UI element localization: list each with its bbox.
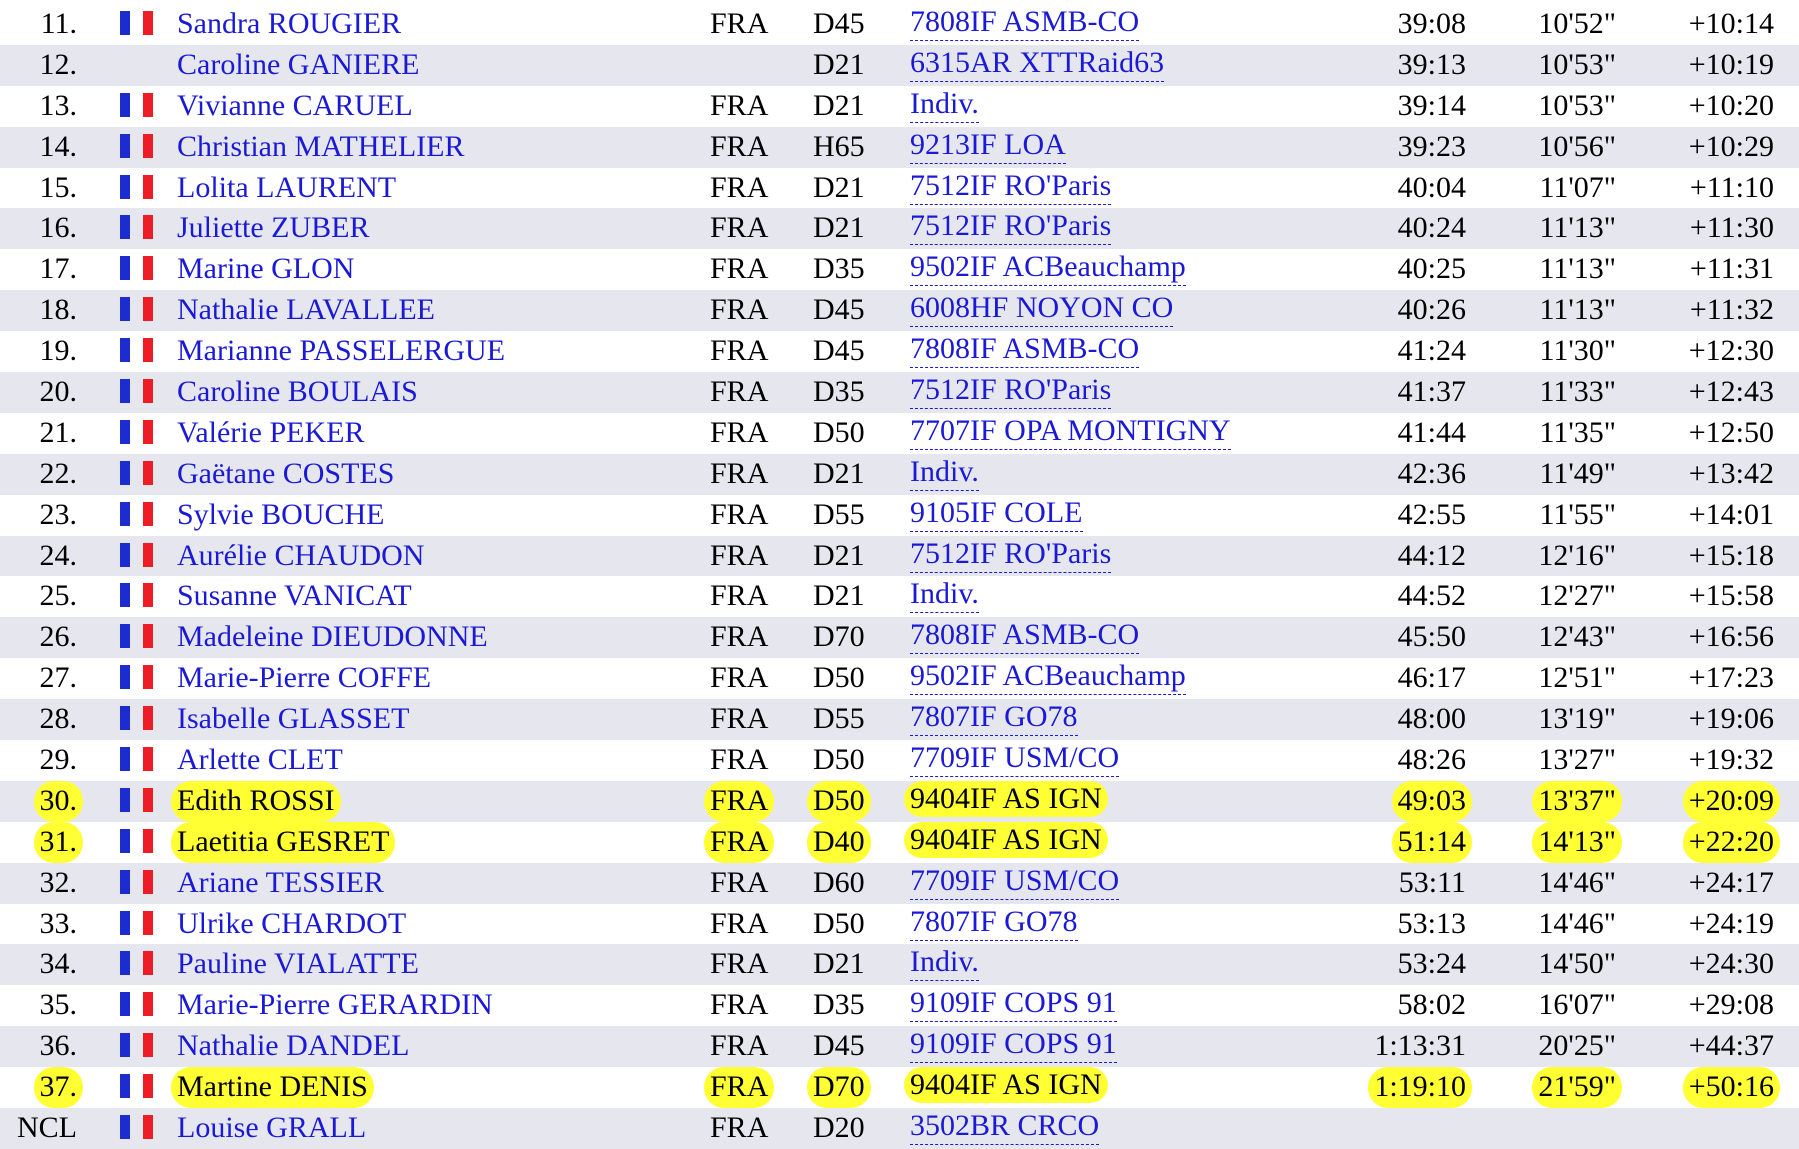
time-cell: 40:24: [1397, 211, 1466, 245]
rank-cell: 17.: [39, 252, 77, 286]
france-flag-icon: [120, 1115, 156, 1139]
rank-cell: 19.: [39, 334, 77, 368]
result-row: [0, 86, 1799, 127]
pace-cell: 21'59": [1532, 1067, 1622, 1108]
nationality-cell: FRA: [710, 988, 769, 1022]
time-cell: 40:25: [1397, 252, 1466, 286]
pace-cell: 12'16": [1538, 538, 1616, 572]
gap-cell: +10:19: [1688, 47, 1774, 81]
time-cell: 1:13:31: [1374, 1029, 1466, 1063]
time-cell: 45:50: [1397, 620, 1466, 654]
competitor-name-link[interactable]: Marie-Pierre COFFE: [177, 661, 432, 695]
result-row: [0, 536, 1799, 577]
rank-cell: 36.: [39, 1029, 77, 1063]
competitor-name-link[interactable]: Caroline GANIERE: [177, 47, 420, 81]
time-cell: 51:14: [1392, 822, 1472, 863]
result-row: [0, 454, 1799, 495]
class-cell: D50: [813, 415, 865, 449]
competitor-name-link[interactable]: Madeleine DIEUDONNE: [177, 620, 488, 654]
competitor-name-link[interactable]: Marie-Pierre GERARDIN: [177, 988, 493, 1022]
pace-cell: 12'43": [1538, 620, 1616, 654]
rank-cell: 30.: [34, 781, 84, 822]
rank-cell: 16.: [39, 211, 77, 245]
pace-cell: 10'52": [1538, 7, 1616, 40]
france-flag-icon: [120, 297, 156, 321]
nationality-cell: FRA: [710, 538, 769, 572]
pace-cell: 16'07": [1538, 988, 1616, 1022]
rank-cell: 35.: [39, 988, 77, 1022]
time-cell: 44:52: [1397, 579, 1466, 613]
rank-cell: 27.: [39, 661, 77, 695]
time-cell: 48:00: [1397, 702, 1466, 736]
time-cell: 41:24: [1397, 334, 1466, 368]
result-row: [0, 168, 1799, 209]
france-flag-icon: [120, 461, 156, 485]
time-cell: 40:04: [1397, 170, 1466, 204]
time-cell: 39:14: [1397, 88, 1466, 122]
pace-cell: 13'27": [1538, 743, 1616, 777]
class-cell: D35: [813, 988, 865, 1022]
nationality-cell: FRA: [710, 252, 769, 286]
rank-cell: 37.: [34, 1067, 84, 1108]
gap-cell: +16:56: [1688, 620, 1774, 654]
club-link[interactable]: 9404IF AS IGN: [904, 781, 1108, 817]
competitor-name-link[interactable]: Juliette ZUBER: [177, 211, 370, 245]
class-cell: D70: [813, 620, 865, 654]
nationality-cell: FRA: [710, 579, 769, 613]
nationality-cell: FRA: [710, 170, 769, 204]
result-row: [0, 372, 1799, 413]
pace-cell: 11'13": [1539, 293, 1616, 327]
nationality-cell: FRA: [704, 822, 774, 863]
france-flag-icon: [120, 706, 156, 730]
time-cell: 48:26: [1397, 743, 1466, 777]
nationality-cell: FRA: [710, 661, 769, 695]
club-link[interactable]: 7808IF ASMB-CO: [910, 4, 1139, 41]
france-flag-icon: [120, 420, 156, 444]
nationality-cell: FRA: [704, 781, 774, 822]
gap-cell: +11:32: [1689, 293, 1774, 327]
class-cell: D21: [813, 579, 865, 613]
result-row: [0, 331, 1799, 372]
rank-cell: 23.: [39, 497, 77, 531]
time-cell: 40:26: [1397, 293, 1466, 327]
rank-cell: 28.: [39, 702, 77, 736]
pace-cell: 11'13": [1539, 211, 1616, 245]
class-cell: D70: [807, 1067, 871, 1108]
rank-cell: 21.: [39, 415, 77, 449]
time-cell: 53:11: [1398, 865, 1466, 899]
competitor-name-link[interactable]: Aurélie CHAUDON: [177, 538, 425, 572]
result-row: [0, 249, 1799, 290]
france-flag-icon: [120, 338, 156, 362]
rank-cell: 14.: [39, 129, 77, 163]
nationality-cell: FRA: [710, 743, 769, 777]
class-cell: D40: [807, 822, 871, 863]
france-flag-icon: [120, 543, 156, 567]
time-cell: 42:55: [1397, 497, 1466, 531]
time-cell: 39:13: [1397, 47, 1466, 81]
result-row: [0, 822, 1799, 863]
club-link[interactable]: 7808IF ASMB-CO: [910, 331, 1139, 368]
rank-cell: 25.: [39, 579, 77, 613]
class-cell: D45: [813, 1029, 865, 1063]
france-flag-icon: [120, 215, 156, 239]
club-link[interactable]: 7512IF RO'Paris: [910, 168, 1111, 205]
nationality-cell: FRA: [710, 375, 769, 409]
nationality-cell: FRA: [710, 497, 769, 531]
club-link[interactable]: 9109IF COPS 91: [910, 985, 1117, 1022]
result-row: [0, 45, 1799, 86]
competitor-name-link[interactable]: Vivianne CARUEL: [177, 88, 413, 122]
time-cell: 41:37: [1397, 375, 1466, 409]
club-link[interactable]: 9404IF AS IGN: [904, 822, 1108, 858]
gap-cell: +12:43: [1688, 375, 1774, 409]
class-cell: D50: [807, 781, 871, 822]
rank-cell: 24.: [39, 538, 77, 572]
france-flag-icon: [120, 256, 156, 280]
pace-cell: 11'35": [1539, 415, 1616, 449]
time-cell: 53:24: [1397, 947, 1466, 981]
nationality-cell: FRA: [704, 1067, 774, 1108]
time-cell: 1:19:10: [1368, 1067, 1472, 1108]
france-flag-icon: [120, 175, 156, 199]
class-cell: D21: [813, 456, 865, 490]
pace-cell: 11'30": [1539, 334, 1616, 368]
competitor-name-link[interactable]: Louise GRALL: [177, 1111, 367, 1145]
france-flag-icon: [120, 502, 156, 526]
result-row: [0, 413, 1799, 454]
result-row: [0, 290, 1799, 331]
club-link[interactable]: 7709IF USM/CO: [910, 740, 1119, 777]
nationality-cell: FRA: [710, 947, 769, 981]
gap-cell: +17:23: [1688, 661, 1774, 695]
competitor-name-link[interactable]: Gaëtane COSTES: [177, 456, 395, 490]
pace-cell: 14'13": [1532, 822, 1622, 863]
rank-cell: 13.: [39, 88, 77, 122]
gap-cell: +44:37: [1688, 1029, 1774, 1063]
rank-cell: 33.: [39, 906, 77, 940]
gap-cell: +10:14: [1688, 7, 1774, 40]
pace-cell: 11'49": [1539, 456, 1616, 490]
club-link[interactable]: 9404IF AS IGN: [904, 1067, 1108, 1103]
pace-cell: 10'56": [1538, 129, 1616, 163]
france-flag-icon: [120, 788, 156, 812]
result-row: [0, 781, 1799, 822]
france-flag-icon: [120, 992, 156, 1016]
rank-cell: 15.: [39, 170, 77, 204]
competitor-name-link[interactable]: Lolita LAURENT: [177, 170, 397, 204]
rank-cell: 18.: [39, 293, 77, 327]
pace-cell: 10'53": [1538, 47, 1616, 81]
result-row: [0, 576, 1799, 617]
gap-cell: +10:20: [1688, 88, 1774, 122]
nationality-cell: FRA: [710, 1111, 769, 1145]
competitor-name-link[interactable]: Caroline BOULAIS: [177, 375, 418, 409]
results-table: [0, 4, 1799, 1149]
time-cell: 58:02: [1397, 988, 1466, 1022]
club-link[interactable]: Indiv.: [910, 86, 979, 123]
nationality-cell: FRA: [710, 702, 769, 736]
class-cell: D21: [813, 47, 865, 81]
time-cell: 39:23: [1397, 129, 1466, 163]
gap-cell: +15:58: [1688, 579, 1774, 613]
rank-cell: 34.: [39, 947, 77, 981]
pace-cell: 14'46": [1538, 906, 1616, 940]
pace-cell: 10'53": [1538, 88, 1616, 122]
pace-cell: 11'55": [1539, 497, 1616, 531]
time-cell: 42:36: [1397, 456, 1466, 490]
rank-cell: 32.: [39, 865, 77, 899]
rank-cell: 29.: [39, 743, 77, 777]
pace-cell: 11'07": [1539, 170, 1616, 204]
class-cell: D60: [813, 865, 865, 899]
class-cell: D21: [813, 88, 865, 122]
result-row: [0, 495, 1799, 536]
france-flag-icon: [120, 951, 156, 975]
france-flag-icon: [120, 1033, 156, 1057]
result-row: [0, 1067, 1799, 1108]
result-row: [0, 985, 1799, 1026]
club-link[interactable]: 6315AR XTTRaid63: [910, 45, 1164, 82]
club-link[interactable]: 6008HF NOYON CO: [910, 290, 1173, 327]
class-cell: D45: [813, 7, 865, 40]
result-row: [0, 1026, 1799, 1067]
competitor-name-link[interactable]: Marianne PASSELERGUE: [177, 334, 506, 368]
club-link[interactable]: Indiv.: [910, 944, 979, 981]
france-flag-icon: [120, 829, 156, 853]
club-link[interactable]: 9109IF COPS 91: [910, 1026, 1117, 1063]
rank-cell: 12.: [39, 47, 77, 81]
class-cell: D45: [813, 293, 865, 327]
class-cell: D35: [813, 375, 865, 409]
competitor-name-link[interactable]: Nathalie LAVALLEE: [177, 293, 436, 327]
result-row: [0, 699, 1799, 740]
competitor-name-link[interactable]: Sandra ROUGIER: [177, 7, 402, 40]
club-link[interactable]: Indiv.: [910, 454, 979, 491]
gap-cell: +10:29: [1688, 129, 1774, 163]
competitor-name-link[interactable]: Isabelle GLASSET: [177, 702, 410, 736]
result-row: [0, 208, 1799, 249]
gap-cell: +29:08: [1688, 988, 1774, 1022]
class-cell: D55: [813, 497, 865, 531]
club-link[interactable]: 7707IF OPA MONTIGNY: [910, 413, 1231, 450]
pace-cell: 11'33": [1539, 375, 1616, 409]
rank-cell: 26.: [39, 620, 77, 654]
class-cell: H65: [813, 129, 865, 163]
nationality-cell: FRA: [710, 865, 769, 899]
competitor-name-link[interactable]: Ulrike CHARDOT: [177, 906, 407, 940]
gap-cell: +12:30: [1688, 334, 1774, 368]
club-link[interactable]: 7512IF RO'Paris: [910, 372, 1111, 409]
result-row: [0, 127, 1799, 168]
nationality-cell: FRA: [710, 129, 769, 163]
club-link[interactable]: 9502IF ACBeauchamp: [910, 658, 1186, 695]
time-cell: 44:12: [1397, 538, 1466, 572]
competitor-name-link[interactable]: Arlette CLET: [177, 743, 343, 777]
nationality-cell: FRA: [710, 334, 769, 368]
competitor-name-link[interactable]: Edith ROSSI: [171, 781, 341, 822]
france-flag-icon: [120, 11, 156, 35]
pace-cell: 20'25": [1538, 1029, 1616, 1063]
gap-cell: +11:10: [1689, 170, 1774, 204]
france-flag-icon: [120, 747, 156, 771]
class-cell: D50: [813, 743, 865, 777]
gap-cell: +19:06: [1688, 702, 1774, 736]
france-flag-icon: [120, 583, 156, 607]
pace-cell: 12'51": [1538, 661, 1616, 695]
time-cell: 39:08: [1397, 7, 1466, 40]
result-row: [0, 4, 1799, 45]
club-link[interactable]: 7709IF USM/CO: [910, 863, 1119, 900]
club-link[interactable]: 9213IF LOA: [910, 127, 1066, 164]
club-link[interactable]: 7808IF ASMB-CO: [910, 617, 1139, 654]
competitor-name-link[interactable]: Marine GLON: [177, 252, 355, 286]
rank-cell: 11.: [40, 7, 77, 40]
competitor-name-link[interactable]: Laetitia GESRET: [171, 822, 395, 863]
nationality-cell: FRA: [710, 7, 769, 40]
gap-cell: +12:50: [1688, 415, 1774, 449]
time-cell: 41:44: [1397, 415, 1466, 449]
nationality-cell: FRA: [710, 415, 769, 449]
result-row: [0, 617, 1799, 658]
gap-cell: +15:18: [1688, 538, 1774, 572]
class-cell: D21: [813, 211, 865, 245]
club-link[interactable]: 9105IF COLE: [910, 495, 1083, 532]
gap-cell: +24:19: [1688, 906, 1774, 940]
competitor-name-link[interactable]: Sylvie BOUCHE: [177, 497, 385, 531]
nationality-cell: FRA: [710, 293, 769, 327]
club-link[interactable]: 9502IF ACBeauchamp: [910, 249, 1186, 286]
gap-cell: +14:01: [1688, 497, 1774, 531]
nationality-cell: FRA: [710, 1029, 769, 1063]
competitor-name-link[interactable]: Susanne VANICAT: [177, 579, 412, 613]
class-cell: D21: [813, 170, 865, 204]
time-cell: 53:13: [1397, 906, 1466, 940]
france-flag-icon: [120, 134, 156, 158]
france-flag-icon: [120, 93, 156, 117]
competitor-name-link[interactable]: Pauline VIALATTE: [177, 947, 419, 981]
club-link[interactable]: 7512IF RO'Paris: [910, 208, 1111, 245]
gap-cell: +11:31: [1689, 252, 1774, 286]
gap-cell: +19:32: [1688, 743, 1774, 777]
class-cell: D20: [813, 1111, 865, 1145]
time-cell: 46:17: [1397, 661, 1466, 695]
result-row: [0, 658, 1799, 699]
nationality-cell: FRA: [710, 456, 769, 490]
pace-cell: 11'13": [1539, 252, 1616, 286]
club-link[interactable]: 7512IF RO'Paris: [910, 536, 1111, 573]
nationality-cell: FRA: [710, 620, 769, 654]
class-cell: D55: [813, 702, 865, 736]
france-flag-icon: [120, 379, 156, 403]
pace-cell: 14'50": [1538, 947, 1616, 981]
gap-cell: +20:09: [1683, 781, 1780, 822]
rank-cell: NCL: [17, 1111, 77, 1145]
rank-cell: 20.: [39, 375, 77, 409]
club-link[interactable]: 7807IF GO78: [910, 699, 1078, 736]
competitor-name-link[interactable]: Ariane TESSIER: [177, 865, 384, 899]
class-cell: D50: [813, 906, 865, 940]
france-flag-icon: [120, 624, 156, 648]
result-row: [0, 944, 1799, 985]
gap-cell: +11:30: [1689, 211, 1774, 245]
result-row: [0, 904, 1799, 945]
france-flag-icon: [120, 911, 156, 935]
nationality-cell: FRA: [710, 211, 769, 245]
club-link[interactable]: Indiv.: [910, 576, 979, 613]
club-link[interactable]: 7807IF GO78: [910, 904, 1078, 941]
nationality-cell: FRA: [710, 88, 769, 122]
class-cell: D50: [813, 661, 865, 695]
result-row: [0, 740, 1799, 781]
rank-cell: 22.: [39, 456, 77, 490]
rank-cell: 31.: [34, 822, 84, 863]
pace-cell: 14'46": [1538, 865, 1616, 899]
competitor-name-link[interactable]: Nathalie DANDEL: [177, 1029, 410, 1063]
gap-cell: +50:16: [1683, 1067, 1780, 1108]
gap-cell: +13:42: [1688, 456, 1774, 490]
club-link[interactable]: 3502BR CRCO: [910, 1108, 1099, 1145]
gap-cell: +22:20: [1683, 822, 1780, 863]
france-flag-icon: [120, 665, 156, 689]
pace-cell: 12'27": [1538, 579, 1616, 613]
competitor-name-link[interactable]: Martine DENIS: [171, 1067, 374, 1108]
class-cell: D21: [813, 538, 865, 572]
gap-cell: +24:17: [1688, 865, 1774, 899]
class-cell: D35: [813, 252, 865, 286]
gap-cell: +24:30: [1688, 947, 1774, 981]
france-flag-icon: [120, 870, 156, 894]
class-cell: D21: [813, 947, 865, 981]
result-row: [0, 863, 1799, 904]
pace-cell: 13'19": [1538, 702, 1616, 736]
france-flag-icon: [120, 1074, 156, 1098]
class-cell: D45: [813, 334, 865, 368]
nationality-cell: FRA: [710, 906, 769, 940]
competitor-name-link[interactable]: Valérie PEKER: [177, 415, 365, 449]
competitor-name-link[interactable]: Christian MATHELIER: [177, 129, 465, 163]
time-cell: 49:03: [1392, 781, 1472, 822]
pace-cell: 13'37": [1532, 781, 1622, 822]
